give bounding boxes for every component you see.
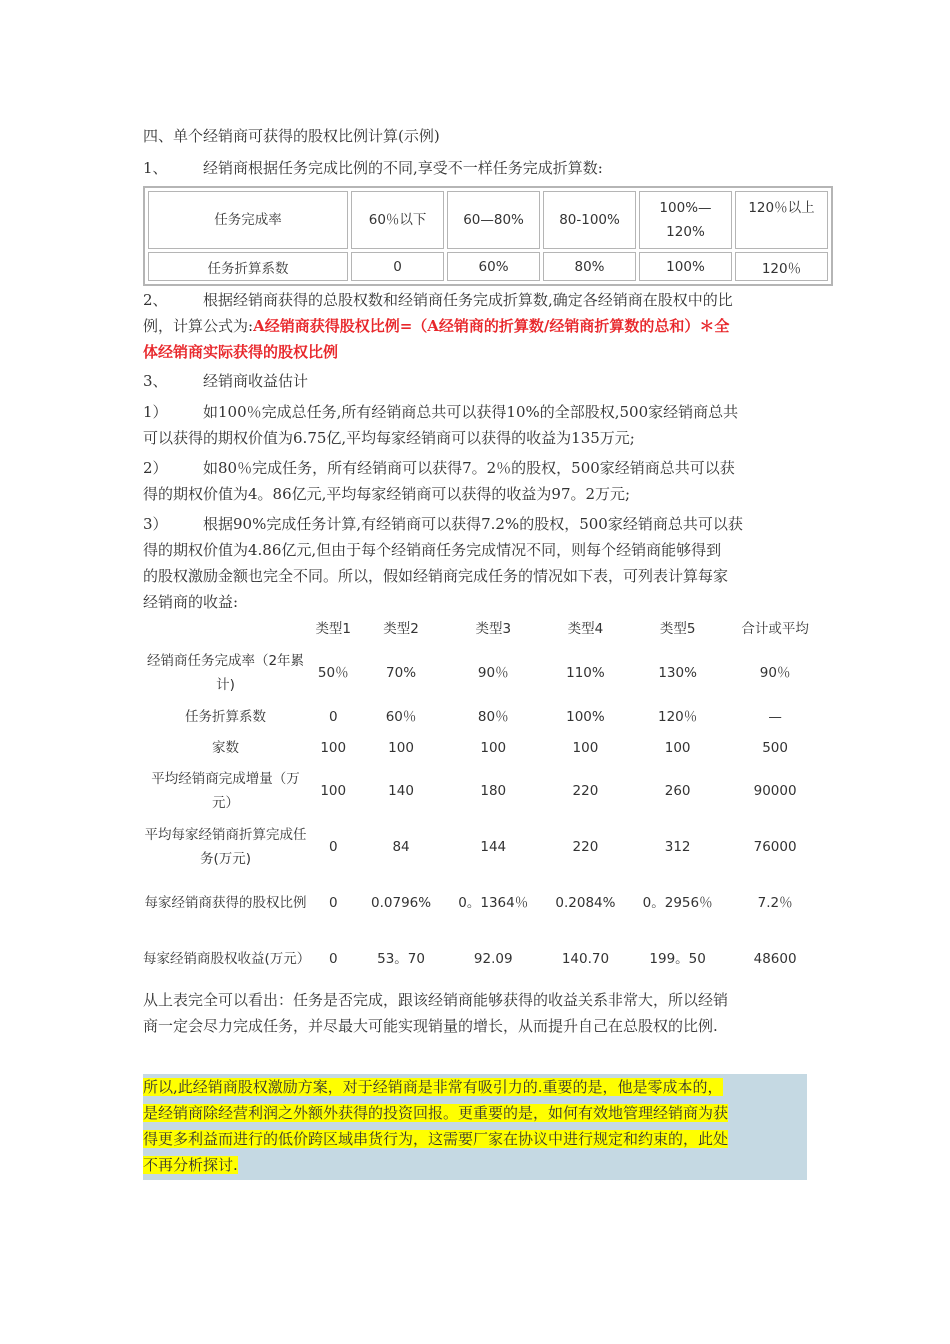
item-3-number: 3、 [143,372,168,390]
table2-header-cell [143,612,308,645]
table1-cell: 60% [447,252,540,281]
item-2 [143,287,807,365]
table-cell: 140 [388,783,414,799]
table-cell: 100 [480,739,507,756]
p3-number: 3） [143,515,168,533]
item-2-number: 2、 [143,291,168,309]
table-cell: 100 [572,739,599,756]
table-row [143,763,823,819]
highlight-line3: 得更多利益而进行的低价跨区域串货行为，这需要厂家在协议中进行规定和约束的，此处 [143,1130,729,1148]
table-cell: 80％ [477,708,509,725]
table-cell: 140.70 [561,951,610,967]
table-cell: 92.09 [473,951,513,967]
conclusion-line2: 商一定会尽力完成任务，并尽最大可能实现销量的增长，从而提升自己在总股权的比例. [143,1017,718,1035]
table2-header-row [143,612,823,645]
p1-number: 1） [143,403,168,421]
table-row [143,645,823,701]
dealer-income-table [143,612,823,987]
p3-line3: 的股权激励金额也完全不同。所以，假如经销商完成任务的情况如下表，可列表计算每家 [143,567,729,585]
table2-header-cell: 合计或平均 [741,620,809,637]
table-cell: 220 [572,783,599,799]
row-label: 平均每家经销商折算完成任务(万元) [144,827,307,867]
table-cell: 90％ [759,665,791,681]
table1-cell: 80% [543,252,636,281]
highlight-line1: 所以,此经销商股权激励方案，对于经销商是非常有吸引力的.重要的是，他是零成本的， [143,1078,723,1096]
table-cell: 260 [664,783,691,799]
table-cell: 70% [386,665,417,681]
table-cell: 84 [392,839,410,855]
table-row [143,701,823,732]
table-cell: 90000 [753,783,797,799]
table-cell: 7.2％ [757,895,793,911]
p2-line2: 得的期权价值为4。86亿元,平均每家经销商可以获得的收益为97。2万元; [143,485,631,503]
p2-line1: 如80％完成任务，所有经销商可以获得7。2％的股权，500家经销商总共可以获 [203,459,735,477]
table-cell: 500 [762,739,788,756]
row-label: 经销商任务完成率（2年累计) [146,653,305,693]
table-cell: 0 [328,951,338,967]
table-cell: 0 [328,708,338,725]
p3-line4: 经销商的收益: [143,593,239,611]
paragraph-2 [143,455,807,507]
formula-text-cont: 体经销商实际获得的股权比例 [143,343,339,361]
table2-header-cell: 类型1 [315,620,352,637]
table1-cell: 60—80% [447,191,540,249]
table1-cell: 60％以下 [351,191,444,249]
table-row [143,931,823,987]
table1-cell: 80-100% [543,191,636,249]
table1-cell: 120％以上 [735,191,828,249]
row-label: 家数 [212,739,239,756]
item-2-prefix: 例，计算公式为: [143,317,254,335]
table-cell: 0 [328,839,338,855]
highlight-line2: 是经销商除经营利润之外额外获得的投资回报。更重要的是，如何有效地管理经销商为获 [143,1104,729,1122]
table2-header-cell: 类型5 [659,620,696,637]
table-cell: 100 [320,783,347,799]
table1-cell: 120％ [735,252,828,281]
table-cell: 199。50 [649,951,706,967]
paragraph-1 [143,399,807,451]
table-cell: 76000 [753,839,797,855]
table-cell: 120％ [657,708,698,725]
table-cell: 0.2084% [555,895,616,911]
item-2-line1: 根据经销商获得的总股权数和经销商任务完成折算数,确定各经销商在股权中的比 [203,291,733,309]
table1-row-rate [148,191,828,249]
item-3-text: 经销商收益估计 [203,372,309,390]
p2-number: 2） [143,459,168,477]
highlight-line4: 不再分析探讨. [143,1156,238,1174]
table-cell: 100 [388,739,414,756]
table-cell: 180 [480,783,507,799]
row-label: 任务折算系数 [185,708,266,725]
table2-header-cell: 类型2 [383,620,419,637]
table2-header-cell: 类型4 [567,620,604,637]
table1-cell: 0 [351,252,444,281]
table-cell: 90％ [477,665,509,681]
table2-header-cell: 类型3 [475,620,512,637]
table-cell: 0。2956％ [642,895,713,911]
p1-line2: 可以获得的期权价值为6.75亿,平均每家经销商可以获得的收益为135万元; [143,429,635,447]
table-cell: 60％ [385,708,417,725]
table-cell: 0。1364％ [458,895,529,911]
discount-coefficient-table [143,186,833,286]
table-cell: 130% [658,665,697,681]
table-cell: 100 [664,739,691,756]
row-label: 每家经销商股权收益(万元） [143,951,311,967]
table1-cell: 任务折算系数 [148,252,348,281]
highlighted-paragraph [143,1074,807,1180]
p3-line1: 根据90%完成任务计算,有经销商可以获得7.2%的股权，500家经销商总共可以获 [203,515,743,533]
row-label: 平均经销商完成增量（万元） [151,771,300,811]
item-1-text: 经销商根据任务完成比例的不同,享受不一样任务完成折算数: [203,159,603,177]
formula-text: A经销商获得股权比例=（A经销商的折算数/经销商折算数的总和）＊全 [253,317,730,335]
table-cell: — [768,708,782,725]
table-cell: 144 [480,839,507,855]
table-cell: 312 [664,839,691,855]
section-title: 四、单个经销商可获得的股权比例计算(示例) [143,127,440,145]
item-1-number: 1、 [143,159,168,177]
table1-cell: 100%— 120% [639,191,732,249]
table-cell: 220 [572,839,599,855]
p3-line2: 得的期权价值为4.86亿元,但由于每个经销商任务完成情况不同，则每个经销商能够得到 [143,541,722,559]
table-cell: 0 [328,895,338,911]
table-cell: 100 [320,739,347,756]
table-cell: 100% [566,708,605,725]
row-label: 每家经销商获得的股权比例 [144,895,307,911]
conclusion-line1: 从上表完全可以看出：任务是否完成，跟该经销商能够获得的收益关系非常大，所以经销 [143,991,729,1009]
table-cell: 48600 [753,951,797,967]
table-cell: 53。70 [377,951,425,967]
table-row [143,732,823,763]
paragraph-3 [143,511,807,615]
table-row [143,819,823,875]
item-3 [143,368,807,394]
p1-line1: 如100％完成总任务,所有经销商总共可以获得10%的全部股权,500家经销商总共 [203,403,739,421]
table-row [143,875,823,931]
table1-cell: 任务完成率 [148,191,348,249]
conclusion-paragraph [143,987,807,1039]
table-cell: 0.0796% [371,895,432,911]
table-cell: 50％ [317,665,349,681]
table-cell: 110% [566,665,605,681]
table1-cell: 100% [639,252,732,281]
table1-row-coefficient [148,252,828,281]
item-1 [143,155,807,181]
